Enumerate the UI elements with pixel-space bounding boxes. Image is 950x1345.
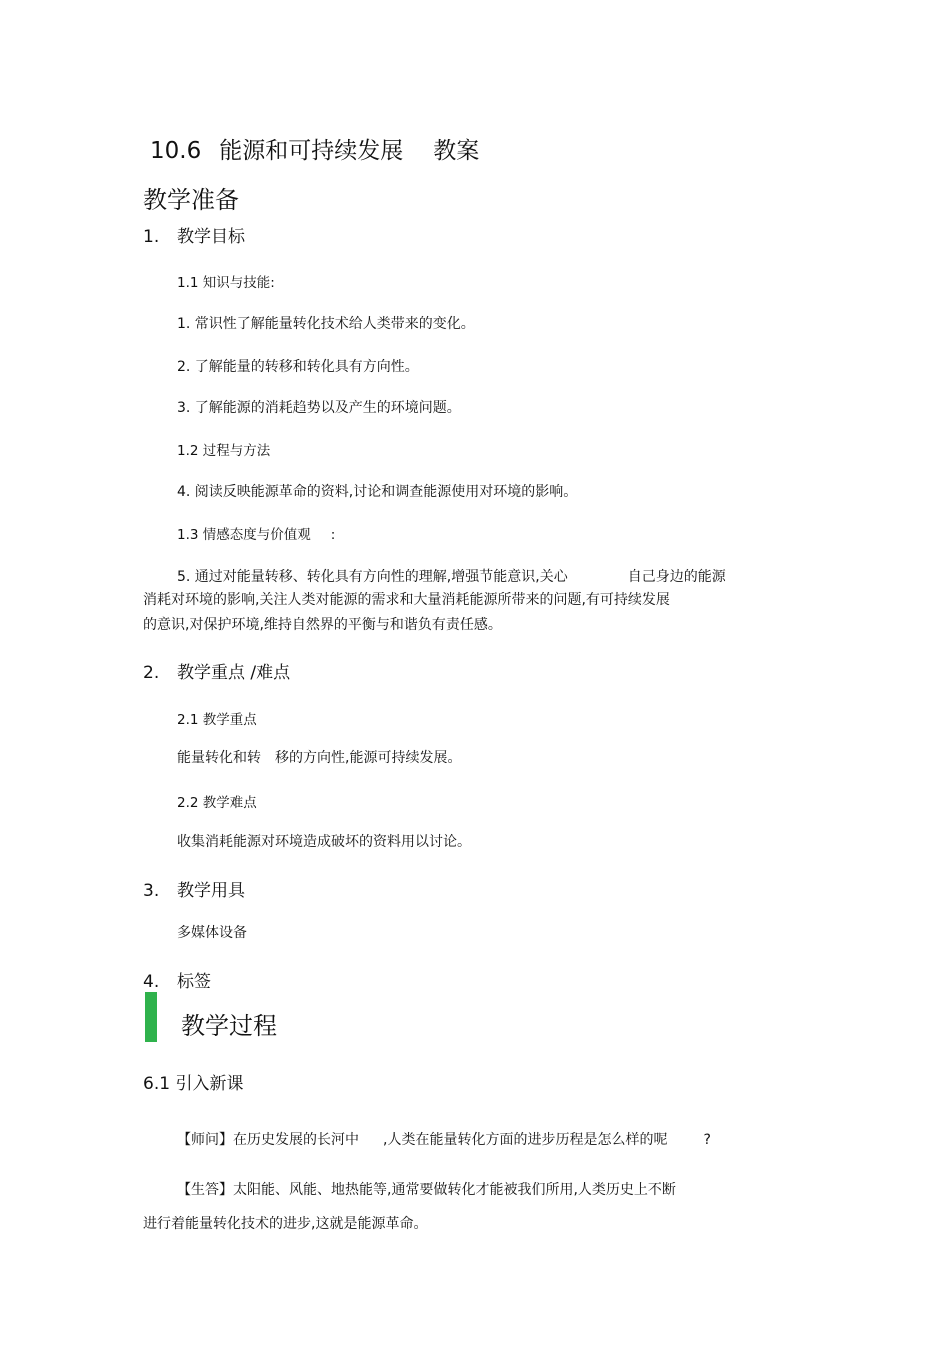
subheading-attitude <box>177 523 335 543</box>
student-answer-line1: 【生答】太阳能、风能、地热能等,通常要做转化才能被我们所用,人类历史上不断 <box>177 1182 676 1198</box>
student-answer-line2: 进行着能量转化技术的进步,这就是能源革命。 <box>143 1216 428 1232</box>
goal-item-5-line1-b: 自己身边的能源 <box>627 569 726 585</box>
goal-item-5-line1-a: 5. 通过对能量转移、转化具有方向性的理解,增强节能意识,关心 <box>177 569 568 585</box>
heading-key-points-number: 2. <box>143 663 160 683</box>
section-heading-prep: 教学准备 <box>143 186 239 214</box>
heading-tools-number: 3. <box>143 881 160 901</box>
difficulty-text: 收集消耗能源对环境造成破坏的资料用以讨论。 <box>177 834 471 850</box>
section-accent-bar <box>145 992 157 1042</box>
heading-tools <box>143 876 245 901</box>
title-number: 10.6 <box>150 138 202 164</box>
key-point-text-a: 能量转化和转 <box>177 750 261 766</box>
subheading-difficulty: 2.2 教学难点 <box>177 795 257 811</box>
goal-item-1: 1. 常识性了解能量转化技术给人类带来的变化。 <box>177 316 475 332</box>
goal-item-5-line1 <box>177 566 726 586</box>
heading-tools-text: 教学用具 <box>177 881 245 901</box>
subheading-attitude-colon: : <box>330 527 336 543</box>
subheading-intro: 6.1 引入新课 <box>143 1074 244 1094</box>
document-title <box>150 132 479 165</box>
heading-tags-text: 标签 <box>177 972 211 992</box>
goal-item-3: 3. 了解能源的消耗趋势以及产生的环境问题。 <box>177 400 461 416</box>
goal-item-5-line3: 的意识,对保护环境,维持自然界的平衡与和谐负有责任感。 <box>143 617 502 633</box>
title-main: 能源和可持续发展 <box>219 138 404 164</box>
section-heading-process: 教学过程 <box>181 1012 277 1040</box>
tools-text: 多媒体设备 <box>177 925 247 941</box>
heading-goals-number: 1. <box>143 227 160 247</box>
goal-item-2: 2. 了解能量的转移和转化具有方向性。 <box>177 359 419 375</box>
heading-tags-number: 4. <box>143 972 160 992</box>
goal-item-5-line2: 消耗对环境的影响,关注人类对能源的需求和大量消耗能源所带来的问题,有可持续发展 <box>143 592 670 608</box>
subheading-attitude-text: 1.3 情感态度与价值观 <box>177 527 311 543</box>
subheading-knowledge: 1.1 知识与技能: <box>177 275 275 291</box>
heading-tags <box>143 967 211 992</box>
teacher-question <box>177 1129 711 1149</box>
teacher-question-b: ,人类在能量转化方面的进步历程是怎么样的呢 <box>383 1132 668 1148</box>
title-suffix: 教案 <box>433 138 480 164</box>
key-point-text-b: 移的方向性,能源可持续发展。 <box>275 750 462 766</box>
heading-key-points-text: 教学重点 /难点 <box>177 663 291 683</box>
teacher-question-a: 【师问】在历史发展的长河中 <box>177 1132 359 1148</box>
heading-key-points <box>143 658 290 683</box>
teacher-question-mark: ? <box>703 1132 711 1148</box>
subheading-process-method: 1.2 过程与方法 <box>177 443 271 459</box>
key-point-text <box>177 747 461 767</box>
heading-goals-text: 教学目标 <box>177 227 245 247</box>
heading-goals <box>143 222 245 247</box>
goal-item-4: 4. 阅读反映能源革命的资料,讨论和调查能源使用对环境的影响。 <box>177 484 578 500</box>
subheading-key: 2.1 教学重点 <box>177 712 257 728</box>
